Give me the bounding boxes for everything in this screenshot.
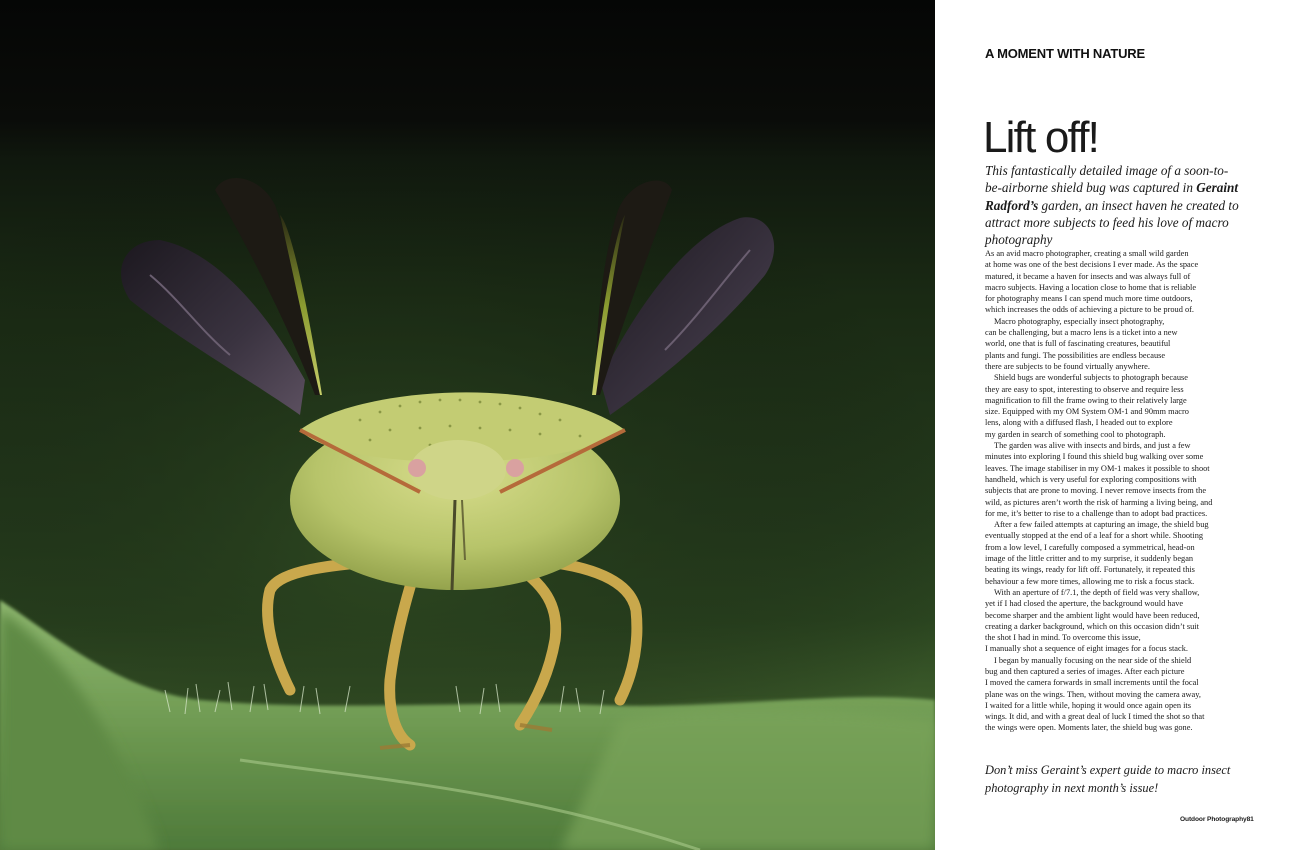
body-line: I manually shot a sequence of eight images for a focus stack. — [985, 644, 1188, 654]
body-line: size. Equipped with my OM System OM-1 and 90mm macro — [985, 407, 1189, 417]
body-line: Macro photography, especially insect photography, — [994, 316, 1165, 326]
body-line: the wings were open. Moments later, the shield bug was gone. — [985, 723, 1193, 733]
body-line: become sharper and the ambient light would have been reduced, — [985, 610, 1200, 620]
body-line: for photography means I can spend much more time outdoors, — [985, 294, 1193, 304]
body-line: leaves. The image stabiliser in my OM-1 makes it possible to shoot — [985, 463, 1210, 473]
body-line: can be challenging, but a macro lens is a ticket into a new — [985, 328, 1178, 338]
photographer-name: Geraint Radford’s — [985, 180, 1238, 213]
magazine-name: Outdoor Photography — [1180, 816, 1247, 823]
body-line: image of the little critter and to my surprise, it suddenly began — [985, 554, 1194, 564]
body-line: matured, it became a haven for insects and was always full of — [985, 271, 1191, 281]
body-line: eventually stopped at the end of a leaf for a short while. Shooting — [985, 531, 1204, 541]
body-line: from a low level, I carefully composed a symmetrical, head-on — [985, 542, 1195, 552]
body-line: which increases the odds of achieving a picture to be proud of. — [985, 305, 1194, 315]
body-line: my garden in search of something cool to photograph. — [985, 429, 1166, 439]
folio — [1180, 816, 1254, 823]
body-line: minutes into exploring I found this shield bug walking over some — [985, 452, 1204, 462]
body-line: there are subjects to be found virtually anywhere. — [985, 361, 1150, 371]
body-line: they are easy to spot, interesting to observe and require less — [985, 384, 1184, 394]
body-line: wings. It did, and with a great deal of luck I timed the shot so that — [985, 712, 1205, 722]
body-line: world, one that is full of fascinating creatures, beautiful — [985, 339, 1171, 349]
body-line: wild, as pictures aren’t worth the risk of harming a living being, and — [985, 497, 1213, 507]
article-column — [985, 0, 1245, 850]
body-line: macro subjects. Having a location close to home that is reliable — [985, 282, 1197, 292]
body-copy — [985, 248, 1245, 734]
bug-body — [290, 392, 625, 590]
body-line: plane was on the wings. Then, without moving the camera away, — [985, 689, 1201, 699]
body-line: lens, along with a diffused flash, I headed out to explore — [985, 418, 1173, 428]
body-line: I began by manually focusing on the near side of the shield — [994, 655, 1192, 665]
body-line: Shield bugs are wonderful subjects to photograph because — [994, 373, 1188, 383]
body-line: The garden was alive with insects and birds, and just a few — [994, 441, 1191, 451]
body-line: at home was one of the best decisions I ever made. As the space — [985, 260, 1199, 270]
body-line: handheld, which is very useful for exploring compositions with — [985, 474, 1197, 484]
closing-note: Don’t miss Geraint’s expert guide to macro insect photography in next month’s issue! — [985, 763, 1231, 795]
body-line: beating its wings, ready for lift off. Fortunately, it repeated this — [985, 565, 1195, 575]
body-line: With an aperture of f/7.1, the depth of field was very shallow, — [994, 587, 1200, 597]
body-line: behaviour a few more times, allowing me to risk a focus stack. — [985, 576, 1195, 586]
page-number: 81 — [1246, 816, 1254, 823]
body-line: yet if I had closed the aperture, the background would have — [985, 599, 1184, 609]
body-line: the shot I had in mind. To overcome this issue, — [985, 633, 1141, 643]
standfirst-outro: garden, an insect haven he created to attract more subjects to feed his love of macro photography — [985, 197, 1239, 248]
body-line: I moved the camera forwards in small increments until the focal — [985, 678, 1199, 688]
standfirst-intro: This fantastically detailed image of a soon-to-be-airborne shield bug was captured in — [985, 163, 1229, 196]
body-line: After a few failed attempts at capturing an image, the shield bug — [994, 520, 1209, 530]
section-label: A MOMENT WITH NATURE — [985, 46, 1145, 61]
body-line: I waited for a little while, hoping it would once again open its — [985, 700, 1191, 710]
headline: Lift off! — [983, 113, 1099, 162]
body-line: for me, it’s better to rise to a challenge than to adopt bad practices. — [985, 508, 1208, 518]
body-line: magnification to fill the frame owing to their relatively large — [985, 395, 1187, 405]
body-line: subjects that are prone to moving. I never remove insects from the — [985, 486, 1207, 496]
body-line: plants and fungi. The possibilities are endless because — [985, 350, 1166, 360]
body-line: creating a darker background, which on this occasion didn’t suit — [985, 621, 1199, 631]
body-line: As an avid macro photographer, creating a small wild garden — [985, 249, 1189, 258]
body-line: bug and then captured a series of images. After each picture — [985, 666, 1185, 676]
standfirst — [985, 162, 1245, 248]
